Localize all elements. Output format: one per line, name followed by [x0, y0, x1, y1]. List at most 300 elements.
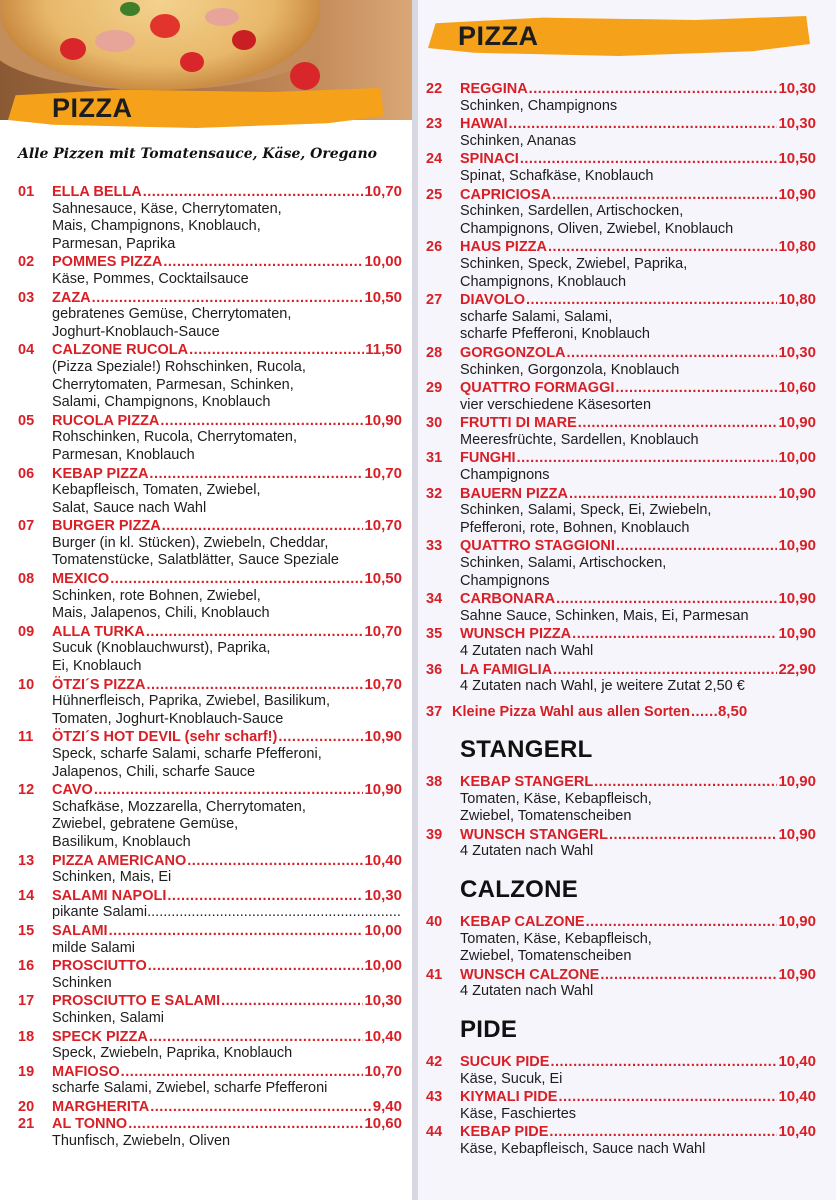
item-description: Kebapfleisch, Tomaten, Zwiebel,: [52, 482, 261, 499]
item-number: 20: [18, 1098, 35, 1115]
item-price: 10,80: [778, 291, 816, 309]
leader-dots: [162, 518, 364, 534]
item-number: 11: [18, 729, 34, 746]
menu-item-line: [426, 344, 816, 362]
leader-dots: [150, 1099, 372, 1115]
menu-item: [18, 922, 402, 957]
item-name-text: MAFIOSO: [52, 1063, 120, 1080]
item-name: Kleine Pizza Wahl aus allen Sorten: [452, 704, 690, 720]
menu-item: [18, 1028, 402, 1063]
item-price: 10,90: [778, 590, 816, 608]
item-description: Spinat, Schafkäse, Knoblauch: [460, 167, 654, 184]
item-number: 27: [426, 292, 443, 309]
item-name: [460, 187, 551, 203]
leader-dots: [594, 774, 777, 790]
leader-dots: [549, 1124, 777, 1140]
menu-item-line: [426, 379, 816, 397]
item-name: [52, 254, 162, 270]
menu-item-line: [426, 115, 816, 133]
item-number: 44: [426, 1124, 443, 1141]
item-name: [52, 729, 277, 745]
item-price: 10,90: [778, 414, 816, 432]
menu-item-line: [426, 773, 816, 791]
right-column: [412, 0, 836, 1200]
menu-item: [426, 625, 816, 660]
item-number: 32: [426, 485, 443, 502]
item-price: 22,90: [778, 660, 816, 678]
item-name-text: KEBAP PIDE: [460, 1124, 549, 1141]
item-price: 10,90: [778, 825, 816, 843]
item-name-text: RUCOLA PIZZA: [52, 412, 160, 429]
item-price: 10,00: [364, 253, 402, 271]
item-name: [52, 571, 109, 587]
item-name: [460, 239, 547, 255]
item-description: scharfe Pfefferoni, Knoblauch: [460, 326, 650, 343]
leader-dots: [553, 662, 777, 678]
item-number: 16: [18, 958, 35, 975]
item-name: [460, 81, 528, 97]
item-description: Hühnerfleisch, Paprika, Zwiebel, Basilikum,: [52, 693, 331, 710]
item-price: 10,40: [778, 1053, 816, 1070]
leader-dots: [548, 239, 777, 255]
menu-item-line: [426, 1088, 816, 1106]
item-number: 09: [18, 623, 35, 640]
menu-item: [18, 992, 402, 1027]
menu-item-line: [426, 186, 816, 204]
item-description: Zwiebel, gebratene Gemüse,: [52, 816, 239, 833]
item-name: [460, 1124, 548, 1140]
item-number: 10: [18, 676, 35, 693]
menu-item-line: [426, 590, 816, 608]
item-description-text: pikante Salami: [52, 904, 148, 921]
leader-dots: [578, 415, 778, 431]
item-description: Basilikum, Knoblauch: [52, 833, 191, 850]
item-name: [52, 184, 142, 200]
menu-item-line: [426, 913, 816, 931]
leader-dots: [94, 782, 364, 798]
item-description: Käse, Kebapfleisch, Sauce nach Wahl: [460, 1140, 706, 1157]
menu-item-line: [426, 1053, 816, 1071]
item-name: [460, 774, 593, 790]
item-name: [460, 914, 585, 930]
item-description: Schinken, Sardellen, Artischocken,: [460, 203, 684, 220]
tomato-shape: [290, 62, 320, 90]
item-description: Tomaten, Joghurt-Knoblauch-Sauce: [52, 710, 284, 727]
item-description: Sahnesauce, Käse, Cherrytomaten,: [52, 200, 282, 217]
menu-item: [426, 1088, 816, 1123]
leader-dots: [529, 81, 778, 97]
menu-item-line: [18, 465, 402, 483]
basil-shape: [120, 2, 140, 16]
menu-item-line: [426, 150, 816, 168]
item-number: 37: [426, 704, 443, 720]
menu-item: [426, 661, 816, 696]
leader-dots: [128, 1116, 363, 1132]
item-price: 10,90: [778, 773, 816, 790]
menu-item-line: [18, 623, 402, 641]
item-price: 10,30: [364, 886, 402, 904]
leader-dots: [526, 292, 777, 308]
item-number: 25: [426, 186, 443, 203]
menu-item: [18, 517, 402, 570]
leader-dots: [572, 626, 777, 642]
section-item-list: [426, 913, 816, 1001]
menu-item-line: [426, 449, 816, 467]
item-price: 10,40: [778, 1088, 816, 1106]
item-name-text: AL TONNO: [52, 1116, 128, 1133]
leader-dots: [556, 591, 777, 607]
item-description: Speck, scharfe Salami, scharfe Pfefferoni,: [52, 746, 322, 762]
item-number: 13: [18, 852, 35, 869]
item-price: 10,90: [778, 913, 816, 930]
item-name-text: CAPRICIOSA: [460, 186, 552, 203]
item-description: Parmesan, Knoblauch: [52, 446, 195, 463]
item-name: [460, 1054, 549, 1070]
menu-item: [426, 826, 816, 861]
menu-item: [426, 344, 816, 379]
item-name-text: WUNSCH PIZZA: [460, 626, 572, 643]
item-number: 19: [18, 1063, 35, 1080]
menu-item: [426, 966, 816, 1001]
item-description: Mais, Jalapenos, Chili, Knoblauch: [52, 605, 270, 622]
special-item-line: [426, 703, 816, 721]
item-description: Käse, Faschiertes: [460, 1105, 577, 1122]
section-item-list: [426, 773, 816, 861]
menu-item: [426, 238, 816, 291]
leader-dots: [552, 187, 777, 203]
item-number: 42: [426, 1054, 443, 1070]
item-number: 43: [426, 1089, 443, 1106]
item-description: Schinken: [52, 974, 112, 991]
leader-dots: [187, 853, 363, 869]
item-description: Burger (in kl. Stücken), Zwiebeln, Cheddar,: [52, 534, 329, 551]
leader-dots: [167, 888, 363, 904]
menu-item-line: [426, 291, 816, 309]
item-number: 01: [18, 184, 35, 200]
item-description: Parmesan, Paprika: [52, 235, 176, 252]
item-price: 10,90: [778, 185, 816, 203]
item-description: Champignons, Oliven, Zwiebel, Knoblauch: [460, 220, 734, 237]
menu-item-line: [426, 537, 816, 555]
item-name: [460, 380, 614, 396]
menu-item-line: [18, 570, 402, 588]
menu-item-line: [18, 957, 402, 975]
menu-item-line: [18, 341, 402, 359]
leader-dots: [558, 1089, 777, 1105]
item-price: 10,70: [364, 464, 402, 482]
item-description: Schinken, Mais, Ei: [52, 869, 172, 886]
leader-dots: [550, 1054, 777, 1070]
item-name-text: POMMES PIZZA: [52, 254, 163, 271]
item-number: 36: [426, 661, 443, 678]
item-name-text: GORGONZOLA: [460, 344, 566, 361]
menu-item: [18, 465, 402, 518]
item-name-text: WUNSCH STANGERL: [460, 826, 608, 843]
item-description: Speck, Zwiebeln, Paprika, Knoblauch: [52, 1045, 293, 1062]
item-name-text: CARBONARA: [460, 591, 556, 608]
item-name-text: MEXICO: [52, 571, 110, 588]
item-price: 10,90: [364, 728, 402, 746]
item-name: [52, 466, 148, 482]
item-name: [52, 1116, 127, 1132]
item-price: 10,30: [778, 80, 816, 97]
item-description: Zwiebel, Tomatenscheiben: [460, 808, 632, 825]
item-name: [52, 1029, 148, 1045]
leader-dots: [691, 704, 717, 720]
menu-item-line: [18, 289, 402, 307]
item-price: 10,90: [778, 484, 816, 502]
item-price: 11,50: [365, 341, 402, 359]
item-number: 23: [426, 116, 443, 133]
menu-item: [18, 183, 402, 253]
item-number: 14: [18, 887, 35, 904]
menu-item: [426, 485, 816, 538]
section-title: STANGERL: [460, 736, 593, 763]
menu-item-line: [426, 661, 816, 679]
item-number: 40: [426, 914, 443, 930]
item-number: 17: [18, 993, 35, 1010]
item-name: [460, 967, 599, 983]
menu-item: [426, 590, 816, 625]
item-description: 4 Zutaten nach Wahl, je weitere Zutat 2,50 €: [460, 678, 745, 695]
menu-item: [426, 186, 816, 239]
item-name-text: SUCUK PIDE: [460, 1054, 550, 1070]
item-price: 10,00: [364, 921, 402, 939]
item-description: Champignons: [460, 572, 550, 589]
item-name-text: KIYMALI PIDE: [460, 1089, 558, 1106]
item-name-text: REGGINA: [460, 81, 528, 97]
item-description: Pfefferoni, rote, Bohnen, Knoblauch: [460, 519, 690, 536]
item-description: Tomaten, Käse, Kebapfleisch,: [460, 930, 652, 947]
item-description: Ei, Knoblauch: [52, 658, 142, 675]
item-name: [52, 624, 145, 640]
tomato-shape: [232, 30, 256, 50]
leader-dots: [163, 254, 363, 270]
item-name-text: PIZZA AMERICANO: [52, 852, 187, 869]
left-column: [0, 0, 412, 1200]
item-number: 31: [426, 450, 443, 467]
menu-item: [18, 1115, 402, 1150]
item-number: 30: [426, 415, 443, 432]
item-price: 10,50: [364, 288, 402, 306]
item-number: 07: [18, 518, 35, 535]
leader-dots: [278, 729, 363, 745]
item-description: Schinken, Salami: [52, 1009, 165, 1026]
menu-item: [426, 537, 816, 590]
item-description: Käse, Pommes, Cocktailsauce: [52, 270, 249, 287]
item-name-text: ELLA BELLA: [52, 184, 142, 200]
leader-dots: [146, 624, 364, 640]
item-description: Käse, Sucuk, Ei: [460, 1070, 563, 1087]
item-name: [52, 342, 188, 358]
item-description: Rohschinken, Rucola, Cherrytomaten,: [52, 429, 298, 446]
leader-dots: [616, 538, 778, 554]
item-description: (Pizza Speziale!) Rohschinken, Rucola,: [52, 358, 306, 375]
menu-item-line: [18, 887, 402, 905]
menu-item: [426, 291, 816, 344]
item-name-text: ÖTZI´S HOT DEVIL: [52, 729, 181, 746]
item-name: [52, 1099, 149, 1115]
item-name-text: QUATTRO STAGGIONI: [460, 538, 615, 555]
item-number: 05: [18, 412, 35, 429]
item-name-text: BURGER PIZZA: [52, 518, 161, 535]
item-name-text: HAUS PIZZA: [460, 239, 547, 256]
item-name: [460, 151, 519, 167]
leader-dots: [148, 958, 364, 974]
menu-item-line: [426, 625, 816, 643]
menu-item-line: [18, 412, 402, 430]
menu-item: [18, 676, 402, 729]
item-description: [18, 904, 402, 922]
item-name: [52, 993, 220, 1009]
item-number: 29: [426, 380, 443, 397]
item-description: gebratenes Gemüse, Cherrytomaten,: [52, 306, 292, 323]
item-name-text: SALAMI NAPOLI: [52, 887, 167, 904]
item-description: Sahne Sauce, Schinken, Mais, Ei, Parmesan: [460, 607, 749, 624]
item-name-text: SPINACI: [460, 151, 519, 168]
item-description: Jalapenos, Chili, scharfe Sauce: [52, 763, 256, 780]
item-name-text: ALLA TURKA: [52, 623, 145, 640]
leader-dots: [600, 967, 777, 983]
item-name: [460, 116, 508, 132]
item-description: Schinken, Ananas: [460, 132, 577, 149]
item-name: [460, 415, 577, 431]
item-name: [460, 450, 516, 466]
menu-item: [18, 253, 402, 288]
item-name-text: DIAVOLO: [460, 292, 525, 309]
item-description: Schinken, Champignons: [460, 97, 618, 114]
item-name-text: HAWAI: [460, 116, 508, 133]
leader-dots: [509, 116, 778, 132]
right-banner-title: PIZZA: [458, 21, 539, 51]
item-price: 10,40: [364, 1027, 402, 1045]
leader-dots: [615, 380, 777, 396]
menu-item: [426, 913, 816, 966]
item-name-text: KEBAP PIZZA: [52, 465, 149, 482]
section-item-list: [426, 1053, 816, 1159]
item-description: Schinken, Salami, Artischocken,: [460, 555, 667, 572]
item-description: Tomatenstücke, Salatblätter, Sauce Speziale: [52, 552, 339, 569]
menu-item-line: [426, 485, 816, 503]
left-banner-title: PIZZA: [52, 93, 133, 123]
menu-item-line: [18, 1098, 402, 1116]
menu-item: [426, 773, 816, 826]
menu-item: [426, 449, 816, 484]
item-name: [52, 888, 166, 904]
leader-dots: [520, 151, 778, 167]
menu-item: [426, 80, 816, 115]
item-description: Tomaten, Käse, Kebapfleisch,: [460, 790, 652, 807]
item-name-text: WUNSCH CALZONE: [460, 966, 600, 983]
item-name-text: QUATTRO FORMAGGI: [460, 380, 615, 397]
item-description: Mais, Champignons, Knoblauch,: [52, 218, 261, 235]
item-name-text: FUNGHI: [460, 450, 516, 467]
item-name-text: ZAZA: [52, 289, 91, 306]
item-price: 10,90: [778, 625, 816, 643]
menu-item: [18, 289, 402, 342]
item-description: scharfe Salami, Zwiebel, scharfe Pfefferoni: [52, 1080, 328, 1097]
item-name-text: PROSCIUTTO: [52, 958, 147, 975]
menu-item-line: [18, 922, 402, 940]
tomato-shape: [60, 38, 86, 60]
item-name-text: BAUERN PIZZA: [460, 485, 568, 502]
leader-dots: [92, 290, 364, 306]
leader-dots: [609, 827, 778, 843]
item-name-text: SALAMI: [52, 922, 108, 939]
item-description: Champignons: [460, 467, 550, 484]
item-price: 10,90: [364, 781, 402, 799]
menu-item-line: [18, 992, 402, 1010]
item-name-text: PROSCIUTTO E SALAMI: [52, 993, 221, 1010]
leader-dots: [147, 904, 402, 922]
item-price: 10,50: [364, 570, 402, 588]
item-description: Joghurt-Knoblauch-Sauce: [52, 323, 220, 340]
item-name-text: LA FAMIGLIA: [460, 661, 553, 678]
section-title: PIDE: [460, 1016, 518, 1043]
leader-dots: [586, 914, 778, 930]
item-name-text: CALZONE RUCOLA: [52, 342, 189, 359]
menu-subtitle: Alle Pizzen mit Tomatensauce, Käse, Oregano: [18, 146, 377, 162]
item-price: 10,40: [778, 1123, 816, 1141]
item-description: Schinken, Gorgonzola, Knoblauch: [460, 361, 680, 378]
item-price: 8,50: [717, 703, 748, 720]
item-name: [460, 827, 608, 843]
leader-dots: [221, 993, 363, 1009]
leader-dots: [121, 1064, 364, 1080]
leader-dots: [189, 342, 364, 358]
tomato-shape: [150, 14, 180, 38]
leader-dots: [149, 1029, 364, 1045]
menu-item: [18, 781, 402, 851]
item-name-text: KEBAP STANGERL: [460, 774, 594, 790]
menu-item: [18, 852, 402, 887]
menu-item: [18, 412, 402, 465]
leader-dots: [567, 345, 778, 361]
item-description: Zwiebel, Tomatenscheiben: [460, 948, 632, 965]
menu-item: [18, 341, 402, 411]
leader-dots: [569, 486, 778, 502]
menu-item: [426, 115, 816, 150]
item-price: 10,70: [364, 183, 402, 200]
menu-item: [18, 957, 402, 992]
menu-item-line: [426, 414, 816, 432]
menu-item-line: [426, 238, 816, 256]
item-name: [52, 853, 186, 869]
item-number: 06: [18, 465, 35, 482]
item-description: Sucuk (Knoblauchwurst), Paprika,: [52, 640, 271, 657]
ham-shape: [95, 30, 135, 52]
item-number: 38: [426, 774, 443, 790]
item-name-text: MARGHERITA: [52, 1098, 150, 1115]
item-price: 9,40: [372, 1097, 402, 1115]
item-number: 28: [426, 344, 443, 361]
item-description: Meeresfrüchte, Sardellen, Knoblauch: [460, 431, 699, 448]
leader-dots: [517, 450, 778, 466]
item-name: [52, 518, 161, 534]
item-description: 4 Zutaten nach Wahl: [460, 843, 594, 860]
menu-item-line: [426, 1123, 816, 1141]
item-name: [460, 538, 615, 554]
left-pizza-list: [18, 183, 402, 1151]
menu-item-line: [18, 1028, 402, 1046]
ham-shape: [205, 8, 239, 26]
item-price: 10,90: [778, 965, 816, 983]
item-number: 02: [18, 254, 35, 271]
menu-item-line: [426, 826, 816, 844]
item-name: [460, 292, 525, 308]
menu-item: [426, 414, 816, 449]
item-price: 10,30: [778, 115, 816, 133]
